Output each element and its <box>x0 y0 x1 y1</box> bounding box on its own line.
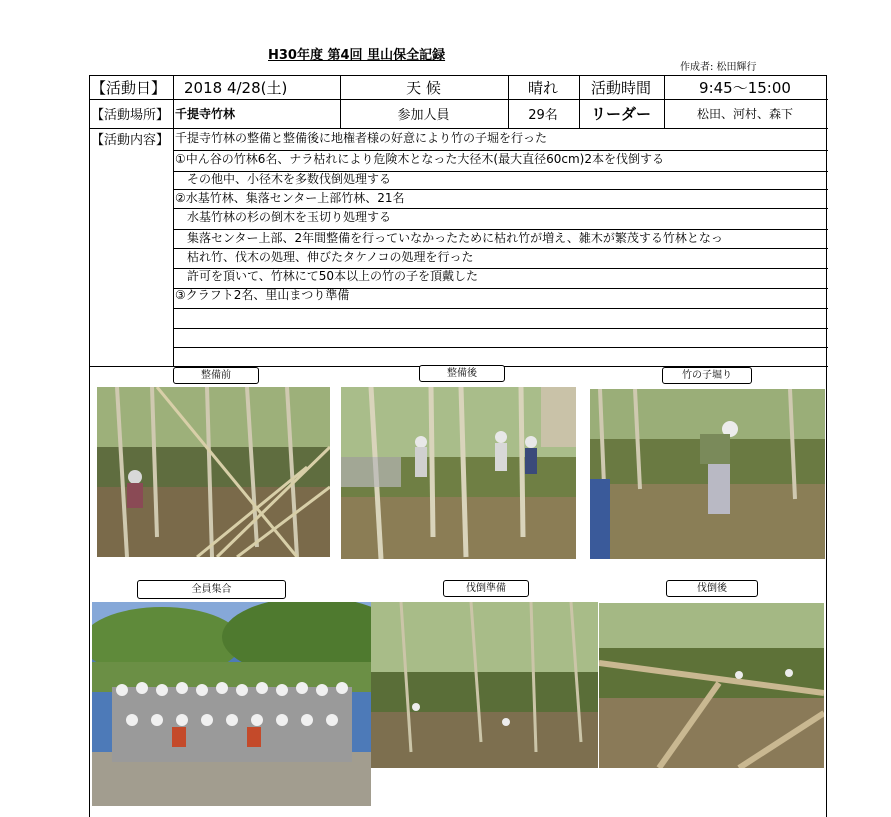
participants-value: 29名 <box>528 107 558 123</box>
date-value: 2018 4/28(土) <box>184 78 288 97</box>
time-label: 活動時間 <box>590 78 651 97</box>
caption-after-felling: 伐倒後 <box>666 580 758 597</box>
weather-label: 天 候 <box>406 78 441 97</box>
photo-group <box>92 602 371 806</box>
content-line: 千提寺竹林の整備と整備後に地権者様の好意により竹の子堀を行った <box>175 131 548 145</box>
photo-before <box>97 387 330 557</box>
author-note: 作成者: 松田輝行 <box>680 62 757 73</box>
leader-label: リーダー <box>590 104 651 123</box>
photo-after-felling <box>599 603 824 768</box>
caption-after: 整備後 <box>419 365 505 382</box>
participants-label: 参加人員 <box>397 107 450 123</box>
date-label: 【活動日】 <box>91 78 167 97</box>
content-line: ②水基竹林、集落センター上部竹林、21名 <box>175 191 405 205</box>
photo-bamboo-shoot <box>590 389 825 559</box>
photo-felling-prep <box>371 602 598 768</box>
content-line: 許可を頂いて、竹林にて50本以上の竹の子を頂戴した <box>175 269 479 283</box>
content-line: ③クラフト2名、里山まつり準備 <box>175 288 350 302</box>
content-line: 水基竹林の杉の倒木を玉切り処理する <box>175 210 392 224</box>
leader-value: 松田、河村、森下 <box>696 106 793 121</box>
weather-value: 晴れ <box>527 78 558 97</box>
place-label: 【活動場所】 <box>91 107 170 123</box>
content-line: 枯れ竹、伐木の処理、伸びたタケノコの処理を行った <box>175 250 474 264</box>
caption-felling-prep: 伐倒準備 <box>443 580 529 597</box>
caption-group: 全員集合 <box>137 580 286 599</box>
photo-after <box>341 387 576 559</box>
document-title: H30年度 第4回 里山保全記録 <box>268 48 446 63</box>
content-line: 集落センター上部、2年間整備を行っていなかったために枯れ竹が増え、雑木が繁茂する竹林となっ <box>175 231 723 245</box>
content-line: その他中、小径木を多数伐倒処理する <box>175 172 392 186</box>
content-label: 【活動内容】 <box>91 132 170 148</box>
time-value: 9:45〜15:00 <box>699 78 791 97</box>
place-value: 千提寺竹林 <box>175 106 236 121</box>
caption-before: 整備前 <box>173 367 259 384</box>
caption-bamboo-shoot: 竹の子堀り <box>662 367 752 384</box>
content-line: ①中ん谷の竹林6名、ナラ枯れにより危険木となった大径木(最大直径60cm)2本を伐倒する <box>175 152 664 166</box>
